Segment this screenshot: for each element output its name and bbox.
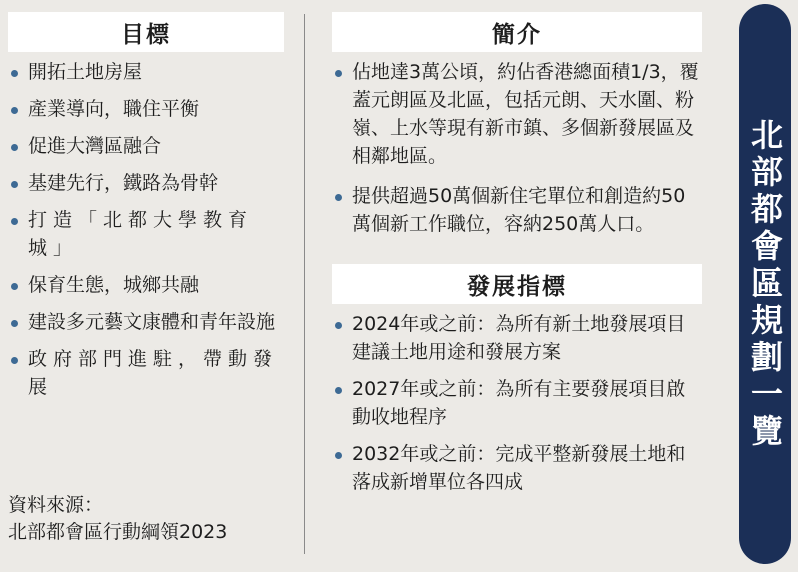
bullet-icon xyxy=(11,320,18,327)
list-item: 打造「北都大學教育城」 xyxy=(8,206,284,262)
intro-section xyxy=(332,0,702,496)
bullet-icon xyxy=(11,218,18,225)
goals-heading: 目標 xyxy=(8,12,284,52)
list-item: 促進大灣區融合 xyxy=(8,132,284,160)
bullet-icon xyxy=(11,70,18,77)
list-item: 佔地達3萬公頃，約佔香港總面積1/3，覆蓋元朗區及北區，包括元朗、天水圍、粉嶺、上水等現有新市鎮、多個新發展區及相鄰地區。 xyxy=(332,58,702,170)
side-title: 北部都會區規劃一覽 xyxy=(746,117,784,451)
list-item: 政府部門進駐，帶動發展 xyxy=(8,345,284,401)
source-document: 北部都會區行動綱領2023 xyxy=(8,521,228,543)
bullet-icon xyxy=(335,322,342,329)
bullet-icon xyxy=(335,194,342,201)
list-item: 2032年或之前：完成平整新發展土地和落成新增單位各四成 xyxy=(332,440,702,496)
indicators-list xyxy=(332,310,702,496)
list-item: 開拓土地房屋 xyxy=(8,58,284,86)
bullet-icon xyxy=(335,452,342,459)
list-item: 保育生態，城鄉共融 xyxy=(8,271,284,299)
bullet-icon xyxy=(11,283,18,290)
list-item: 2027年或之前：為所有主要發展項目啟動收地程序 xyxy=(332,375,702,431)
bullet-icon xyxy=(11,144,18,151)
intro-heading: 簡介 xyxy=(332,12,702,52)
indicators-heading: 發展指標 xyxy=(332,264,702,304)
source-note xyxy=(8,492,227,546)
bullet-icon xyxy=(335,70,342,77)
source-label: 資料來源： xyxy=(8,494,104,516)
bullet-icon xyxy=(11,181,18,188)
goals-list xyxy=(8,58,284,401)
intro-list xyxy=(332,58,702,238)
bullet-icon xyxy=(335,387,342,394)
list-item: 基建先行，鐵路為骨幹 xyxy=(8,169,284,197)
list-item: 提供超過50萬個新住宅單位和創造約50萬個新工作職位，容納250萬人口。 xyxy=(332,182,702,238)
goals-section xyxy=(8,0,284,401)
bullet-icon xyxy=(11,107,18,114)
list-item: 建設多元藝文康體和青年設施 xyxy=(8,308,284,336)
list-item: 產業導向，職住平衡 xyxy=(8,95,284,123)
bullet-icon xyxy=(11,357,18,364)
column-divider xyxy=(304,14,305,554)
side-title-bar xyxy=(739,4,791,564)
list-item: 2024年或之前：為所有新土地發展項目建議土地用途和發展方案 xyxy=(332,310,702,366)
